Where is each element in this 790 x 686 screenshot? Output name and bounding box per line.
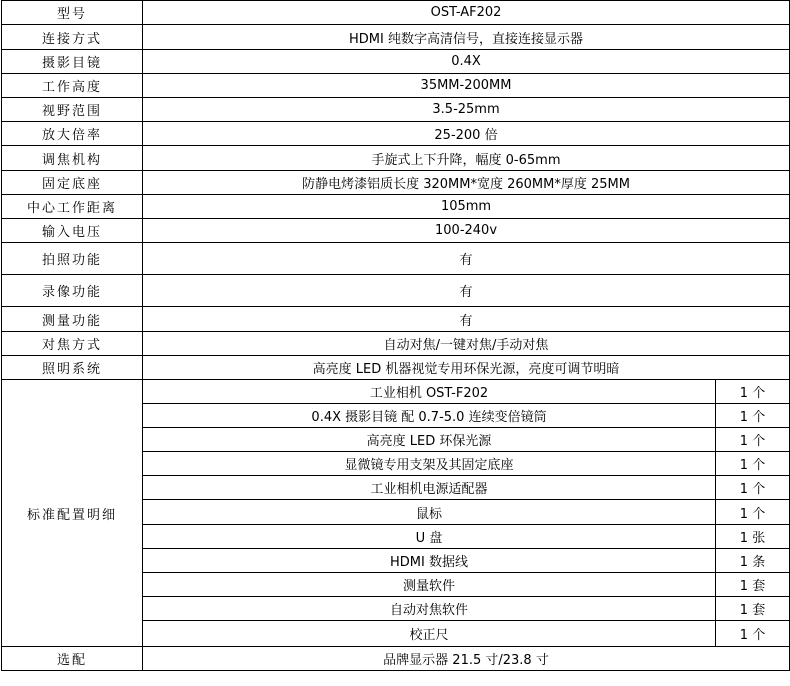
spec-value: 3.5-25mm bbox=[143, 98, 790, 122]
spec-label: 放大倍率 bbox=[2, 122, 143, 146]
config-item-qty: 1 个 bbox=[716, 500, 790, 525]
spec-label: 照明系统 bbox=[2, 356, 143, 380]
spec-label: 中心工作距离 bbox=[2, 195, 143, 219]
config-item-name: 工业相机电源适配器 bbox=[143, 476, 716, 500]
config-item-name: 0.4X 摄影目镜 配 0.7-5.0 连续变倍镜筒 bbox=[143, 404, 716, 428]
config-item-name: HDMI 数据线 bbox=[143, 549, 716, 573]
spec-label: 输入电压 bbox=[2, 219, 143, 243]
config-item-name: 高亮度 LED 环保光源 bbox=[143, 428, 716, 452]
spec-row bbox=[2, 146, 790, 171]
spec-value: 有 bbox=[143, 307, 790, 332]
spec-value: 35MM-200MM bbox=[143, 74, 790, 98]
spec-value: HDMI 纯数字高清信号，直接连接显示器 bbox=[143, 25, 790, 50]
spec-value: 高亮度 LED 机器视觉专用环保光源，亮度可调节明暗 bbox=[143, 356, 790, 380]
spec-label: 摄影目镜 bbox=[2, 50, 143, 74]
spec-row bbox=[2, 171, 790, 195]
config-item-qty: 1 条 bbox=[716, 549, 790, 573]
spec-label: 测量功能 bbox=[2, 307, 143, 332]
config-label: 标准配置明细 bbox=[2, 380, 143, 647]
config-row bbox=[2, 380, 790, 404]
spec-row bbox=[2, 332, 790, 356]
spec-label: 型号 bbox=[2, 1, 143, 25]
spec-label: 视野范围 bbox=[2, 98, 143, 122]
config-item-qty: 1 套 bbox=[716, 573, 790, 597]
spec-row bbox=[2, 25, 790, 50]
spec-label: 拍照功能 bbox=[2, 243, 143, 275]
optional-value: 品牌显示器 21.5 寸/23.8 寸 bbox=[143, 647, 790, 671]
spec-label: 对焦方式 bbox=[2, 332, 143, 356]
config-item-qty: 1 张 bbox=[716, 525, 790, 549]
spec-row bbox=[2, 219, 790, 243]
config-item-name: 工业相机 OST-F202 bbox=[143, 380, 716, 404]
spec-row bbox=[2, 243, 790, 275]
spec-value: 有 bbox=[143, 275, 790, 307]
spec-value: 0.4X bbox=[143, 50, 790, 74]
spec-row bbox=[2, 307, 790, 332]
config-item-name: 显微镜专用支架及其固定底座 bbox=[143, 452, 716, 476]
config-item-name: U 盘 bbox=[143, 525, 716, 549]
spec-row bbox=[2, 98, 790, 122]
config-item-name: 自动对焦软件 bbox=[143, 597, 716, 621]
spec-value: OST-AF202 bbox=[143, 1, 790, 25]
spec-row bbox=[2, 195, 790, 219]
spec-value: 25-200 倍 bbox=[143, 122, 790, 146]
optional-label: 选配 bbox=[2, 647, 143, 671]
config-item-qty: 1 个 bbox=[716, 380, 790, 404]
spec-table bbox=[1, 0, 790, 671]
spec-label: 工作高度 bbox=[2, 74, 143, 98]
config-item-name: 鼠标 bbox=[143, 500, 716, 525]
spec-row bbox=[2, 356, 790, 380]
spec-label: 连接方式 bbox=[2, 25, 143, 50]
spec-row bbox=[2, 50, 790, 74]
spec-value: 自动对焦/一键对焦/手动对焦 bbox=[143, 332, 790, 356]
spec-row bbox=[2, 74, 790, 98]
config-item-qty: 1 个 bbox=[716, 621, 790, 647]
spec-label: 调焦机构 bbox=[2, 146, 143, 171]
spec-label: 录像功能 bbox=[2, 275, 143, 307]
spec-row bbox=[2, 122, 790, 146]
config-item-qty: 1 个 bbox=[716, 476, 790, 500]
spec-row bbox=[2, 1, 790, 25]
config-item-name: 校正尺 bbox=[143, 621, 716, 647]
spec-value: 手旋式上下升降，幅度 0-65mm bbox=[143, 146, 790, 171]
optional-row bbox=[2, 647, 790, 671]
config-item-qty: 1 套 bbox=[716, 597, 790, 621]
spec-row bbox=[2, 275, 790, 307]
spec-value: 防静电烤漆铝质长度 320MM*宽度 260MM*厚度 25MM bbox=[143, 171, 790, 195]
spec-label: 固定底座 bbox=[2, 171, 143, 195]
spec-value: 105mm bbox=[143, 195, 790, 219]
config-item-qty: 1 个 bbox=[716, 404, 790, 428]
spec-value: 100-240v bbox=[143, 219, 790, 243]
config-item-qty: 1 个 bbox=[716, 452, 790, 476]
config-item-name: 测量软件 bbox=[143, 573, 716, 597]
spec-value: 有 bbox=[143, 243, 790, 275]
config-item-qty: 1 个 bbox=[716, 428, 790, 452]
